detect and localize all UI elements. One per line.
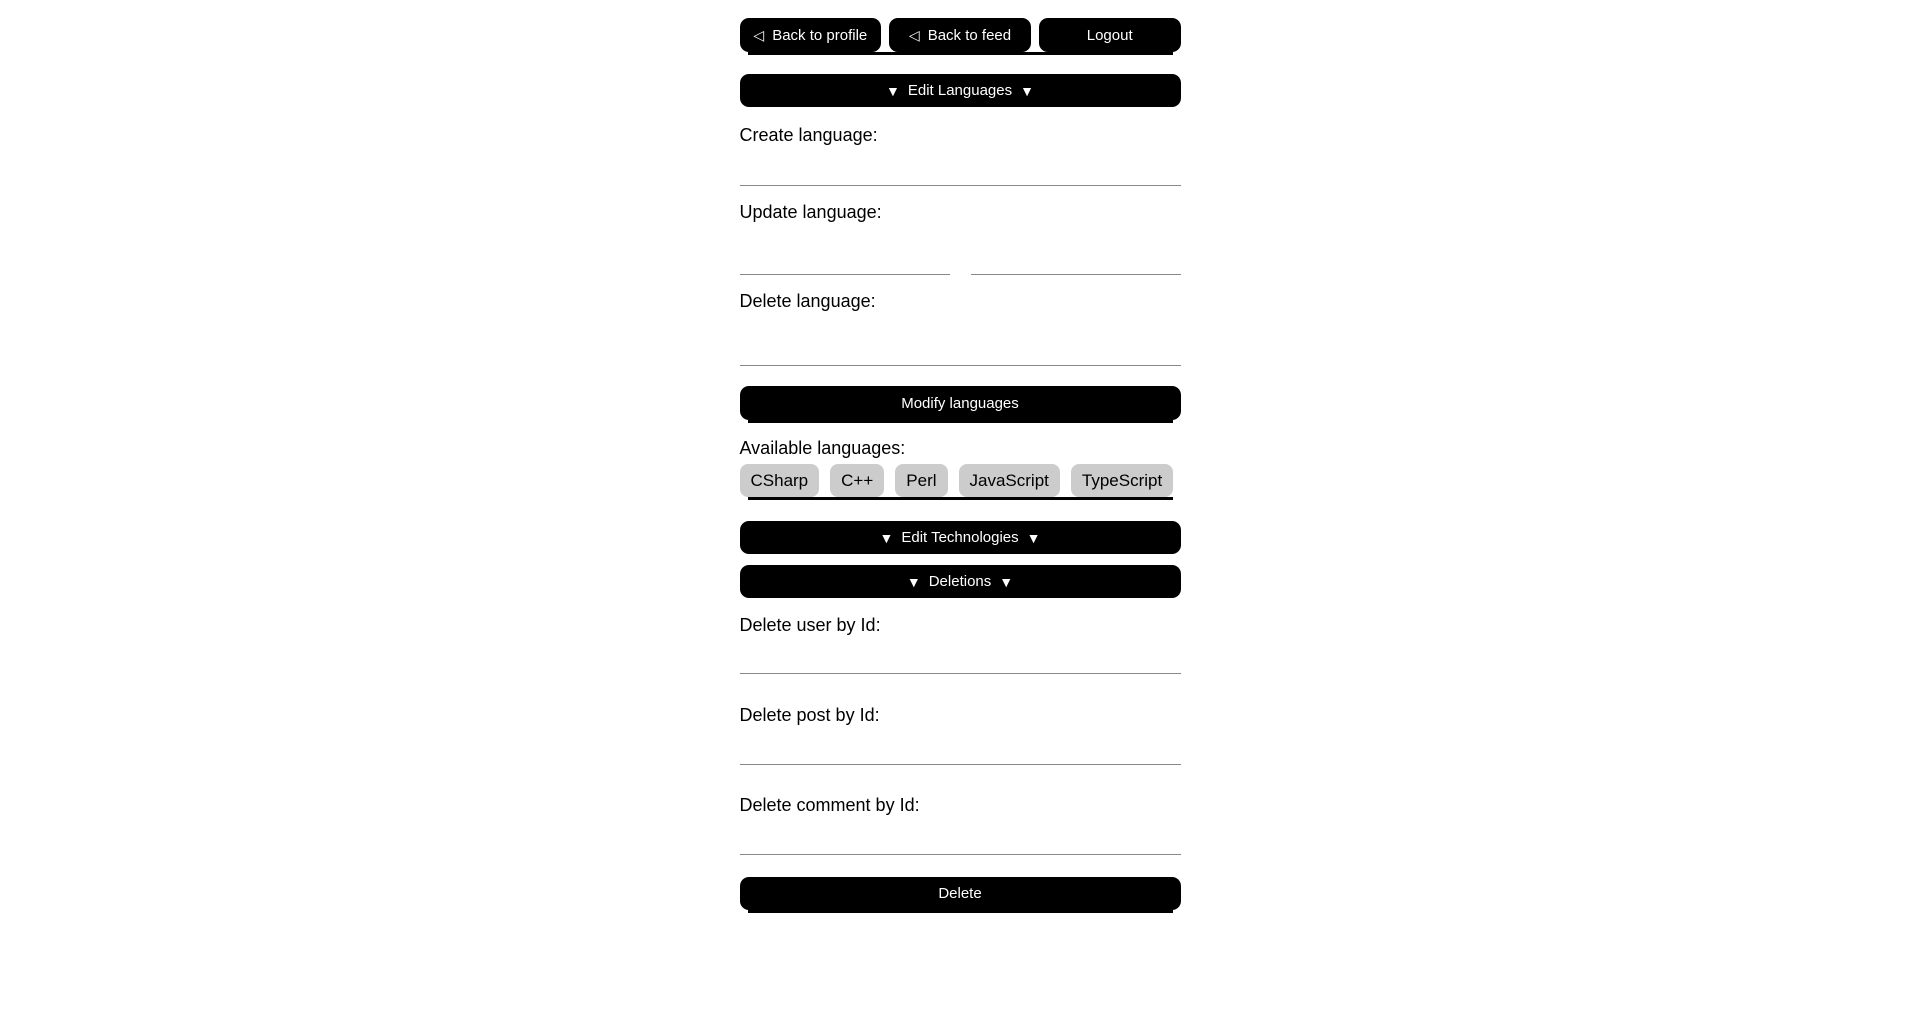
- deletions-toggle-button[interactable]: [740, 565, 1181, 598]
- back-to-profile-button[interactable]: [740, 18, 882, 52]
- modify-languages-button[interactable]: [740, 386, 1181, 420]
- create-language-input[interactable]: [740, 146, 1181, 186]
- back-to-profile-label: Back to profile: [772, 26, 868, 44]
- delete-comment-input[interactable]: [740, 816, 1181, 855]
- edit-technologies-toggle-label: Edit Technologies: [901, 529, 1019, 546]
- language-tag[interactable]: JavaScript: [959, 464, 1060, 497]
- top-nav: [740, 18, 1181, 52]
- logout-label: Logout: [1086, 26, 1133, 44]
- language-tag[interactable]: C++: [830, 464, 884, 497]
- update-language-old-input[interactable]: [740, 223, 950, 275]
- admin-panel: [740, 0, 1181, 913]
- delete-user-input[interactable]: [740, 636, 1181, 674]
- create-language-label: Create language:: [739, 125, 878, 145]
- divider-line: [748, 910, 1173, 913]
- delete-comment-label: Delete comment by Id:: [739, 795, 920, 815]
- down-triangle-icon: ▼: [886, 82, 900, 99]
- available-languages-label: Available languages:: [739, 438, 906, 458]
- delete-button-label: Delete: [938, 885, 982, 902]
- back-to-feed-label: Back to feed: [927, 26, 1012, 44]
- update-language-new-input[interactable]: [971, 223, 1181, 275]
- divider-line: [748, 497, 1173, 500]
- language-tag-list: [740, 464, 1181, 497]
- delete-language-input[interactable]: [740, 312, 1181, 366]
- edit-technologies-toggle-button[interactable]: [740, 521, 1181, 554]
- back-to-feed-button[interactable]: [889, 18, 1031, 52]
- down-triangle-icon: ▼: [999, 573, 1014, 590]
- edit-languages-toggle-label: Edit Languages: [907, 82, 1013, 99]
- delete-button[interactable]: [740, 877, 1181, 910]
- logout-button[interactable]: [1039, 18, 1181, 52]
- divider-line: [748, 420, 1173, 423]
- delete-language-label: Delete language:: [739, 291, 876, 311]
- edit-languages-toggle-button[interactable]: [740, 74, 1181, 107]
- down-triangle-icon: ▼: [879, 529, 894, 546]
- delete-post-label: Delete post by Id:: [739, 705, 880, 725]
- deletions-toggle-label: Deletions: [928, 573, 992, 590]
- language-tag[interactable]: CSharp: [740, 464, 820, 497]
- down-triangle-icon: ▼: [1020, 82, 1034, 99]
- update-language-label: Update language:: [739, 202, 882, 222]
- down-triangle-icon: ▼: [906, 573, 921, 590]
- down-triangle-icon: ▼: [1026, 529, 1041, 546]
- language-tag[interactable]: TypeScript: [1071, 464, 1173, 497]
- update-language-inputs: [740, 223, 1181, 275]
- delete-post-input[interactable]: [740, 726, 1181, 765]
- language-tag[interactable]: Perl: [895, 464, 947, 497]
- delete-user-label: Delete user by Id:: [739, 615, 881, 635]
- divider-line: [748, 52, 1173, 55]
- modify-languages-label: Modify languages: [901, 394, 1019, 412]
- back-triangle-icon: ◁: [753, 27, 765, 43]
- back-triangle-icon: ◁: [908, 27, 920, 43]
